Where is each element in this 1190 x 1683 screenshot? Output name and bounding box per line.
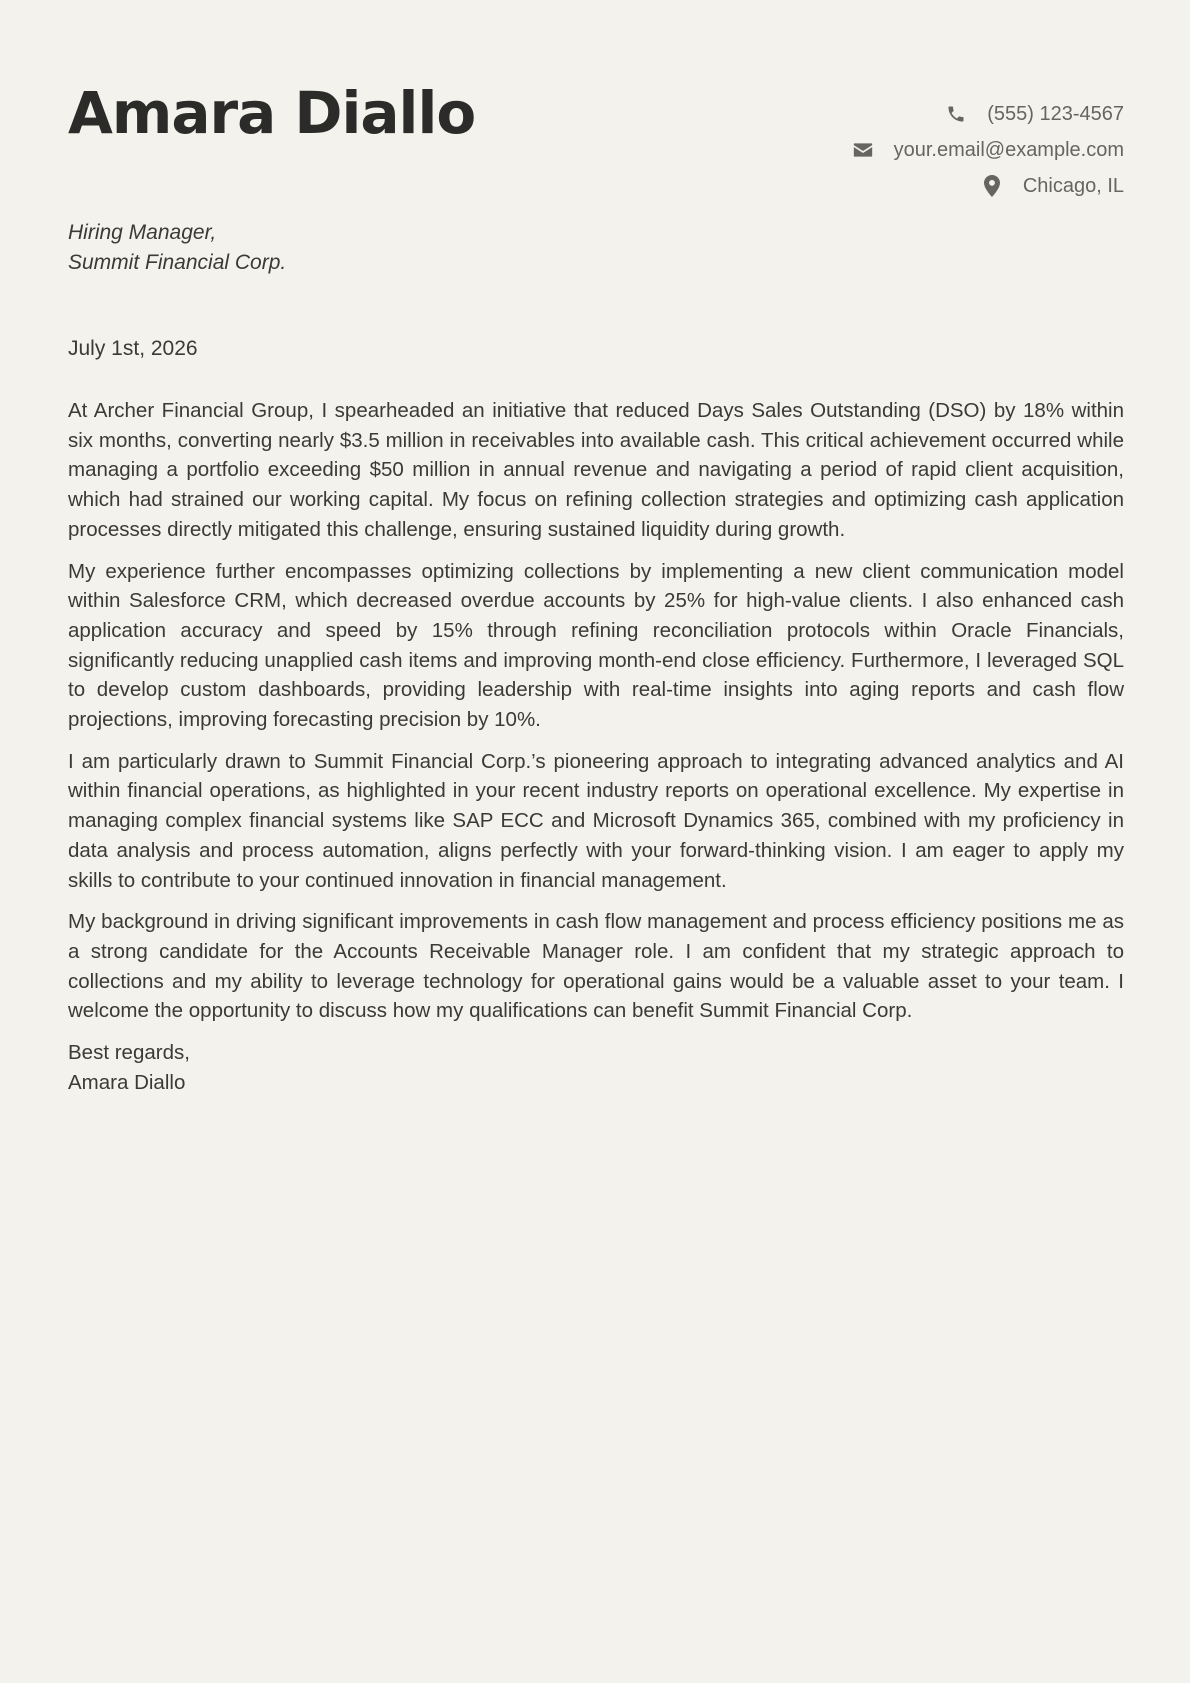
phone-icon (945, 103, 967, 125)
applicant-name: Amara Diallo (68, 79, 476, 147)
letter-date: July 1st, 2026 (68, 337, 198, 360)
cover-letter-page (68, 0, 1124, 1683)
contact-info (852, 96, 1124, 204)
letter-body (68, 396, 1124, 1097)
body-paragraph: My experience further encompasses optimizing collections by implementing a new client communication model within Salesforce CRM, which decreased overdue accounts by 25% for high-value clients. I also enhanced cash application accuracy and speed by 15% through refining reconciliation protocols within Oracle Financials, significantly reducing unapplied cash items and improving month-end close efficiency. Furthermore, I leveraged SQL to develop custom dashboards, providing leadership with real-time insights into aging reports and cash flow projections, improving forecasting precision by 10%. (68, 559, 1124, 732)
body-paragraph: I am particularly drawn to Summit Financial Corp.’s pioneering approach to integrating advanced analytics and AI within financial operations, as highlighted in your recent industry reports on operational excellence. My expertise in managing complex financial systems like SAP ECC and Microsoft Dynamics 365, combined with my proficiency in data analysis and process automation, aligns perfectly with your forward-thinking vision. I am eager to apply my skills to contribute to your continued innovation in financial management. (68, 749, 1124, 892)
phone-text[interactable]: (555) 123-4567 (987, 102, 1124, 125)
body-paragraph: At Archer Financial Group, I spearheaded an initiative that reduced Days Sales Outstanding (DSO) by 18% within six months, converting nearly $3.5 million in receivables into available cash. This critical achievement occurred while managing a portfolio exceeding $50 million in annual revenue and navigating a period of rapid client acquisition, which had strained our working capital. My focus on refining collection strategies and optimizing cash application processes directly mitigated this challenge, ensuring sustained liquidity during growth. (68, 399, 1124, 541)
closing-block (68, 1038, 1124, 1097)
recipient-block (68, 218, 286, 278)
letter-header (68, 78, 1124, 198)
recipient-company: Summit Financial Corp. (68, 251, 287, 274)
contact-email (852, 132, 1124, 168)
closing-signature: Amara Diallo (68, 1070, 186, 1094)
closing-salutation: Best regards, (68, 1041, 190, 1065)
location-text: Chicago, IL (1022, 174, 1124, 197)
contact-phone (852, 96, 1124, 132)
body-paragraph: My background in driving significant improvements in cash flow management and process efficiency positions me as a strong candidate for the Accounts Receivable Manager role. I am confident that my strategic approach to collections and my ability to leverage technology for operational gains would be a valuable asset to your team. I welcome the opportunity to discuss how my qualifications can benefit Summit Financial Corp. (68, 910, 1124, 1023)
map-pin-icon (981, 175, 1003, 197)
contact-location (852, 168, 1124, 204)
envelope-icon (852, 139, 874, 161)
email-text[interactable]: your.email@example.com (893, 138, 1124, 161)
recipient-title: Hiring Manager, (68, 221, 217, 244)
